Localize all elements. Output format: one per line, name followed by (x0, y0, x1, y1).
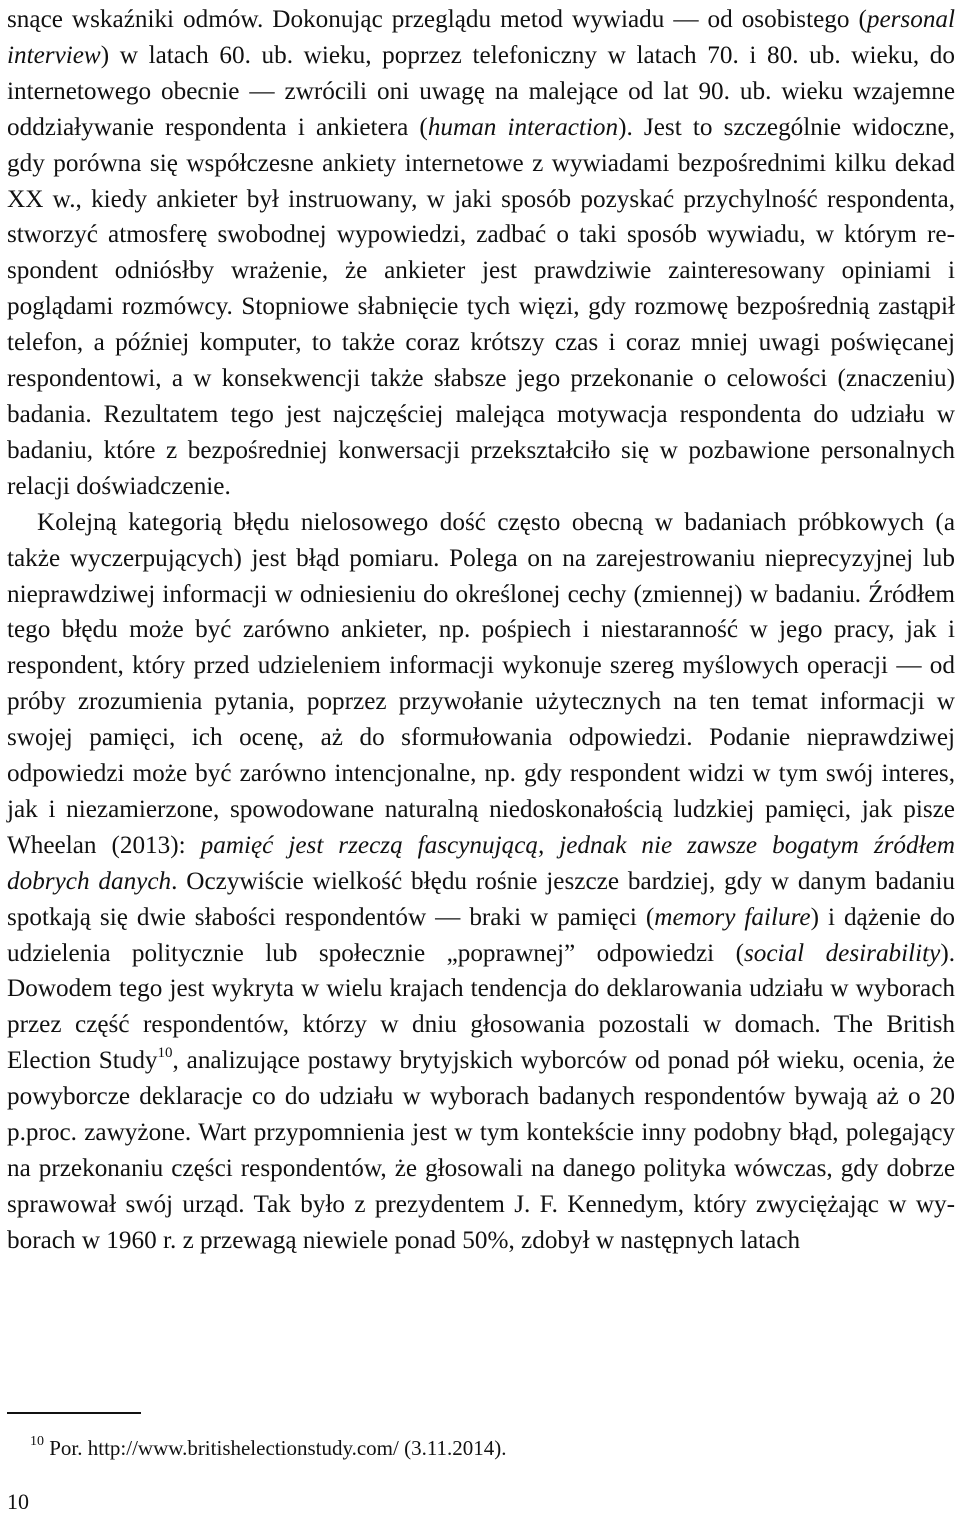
text-run: ) w latach 60. ub. wieku, poprzez telefoniczny w latach 70. i 80. ub. wieku, do internetowego obecnie — zwrócili oni uwagę na malejące od lat 90. ub. wieku wzajemne oddziaływanie respondenta i ankietera ( (7, 41, 955, 141)
text-run: , analizujące postawy brytyjskich wyborców od ponad pół wieku, ocenia, że powyborcze deklaracje co do udziału w wyborach badanych respondentów bywają aż o 20 p.proc. zawyżone. Wart przypomnienia jest w tym kontekście inny podobny błąd, polegający na przekonaniu części respondentów, że głosowali na danego polityka wówczas, gdy dobrze sprawował swój urząd. Tak było z prezydentem J. F. Kennedym, który zwyciężając w wyborach w 1960 r. z przewagą niewiele ponad 50%, zdobył w następnych latach (7, 1047, 955, 1254)
text-run: ) i dążenie do udzielenia politycznie lub społecznie „poprawnej” odpowiedzi ( (7, 903, 956, 967)
footnote-text: Por. http://www.britishelectionstudy.com/ (3.11.2014). (49, 1436, 507, 1460)
text-run: ). Jest to szczególnie widoczne, gdy porówna się współczesne ankiety internetowe z wywiadami bezpośrednimi kilku dekad XX w., kiedy ankieter był instruowany, w jaki sposób pozyskać przychylność respondenta, stworzyć atmosferę swobodnej wypowiedzi, zadbać o taki sposób wywiadu, w którym respondent odniósłby wrażenie, że ankieter jest prawdziwie zainteresowany opiniami i poglądami rozmówcy. Stopniowe słabnięcie tych więzi, gdy rozmowę bezpośrednią zastąpił telefon, a później komputer, to także coraz krótszy czas i coraz mniej uwagi poświęcanej respondentowi, a w konsekwencji także słabsze jego przekonanie o celowości (znaczeniu) badania. Rezultatem tego jest najczęściej malejąca motywacja respondenta do udziału w badaniu, które z bezpośredniej konwersacji przekształciło się w pozbawione personalnych relacji doświadczenie. (7, 113, 955, 500)
italic-phrase: human interaction (427, 113, 619, 141)
italic-phrase: personal interview (7, 6, 955, 69)
page-number: 10 (7, 1489, 29, 1514)
paragraph-2 (7, 505, 955, 1259)
text-run: ). Dowodem tego jest wykryta w wielu krajach tendencja do deklarowania udziału w wyborach przez część respondentów, którzy w dniu głosowania pozostali w domach. The British Election Study (7, 939, 955, 1075)
text-run: Kolejną kategorią błędu nielosowego dość często obecną w badaniach próbkowych (a także wyczerpujących) jest błąd pomiaru. Polega on na zarejestrowaniu nieprecyzyjnej lub nieprawdziwej informacji w odniesieniu do określonej cechy (zmiennej) w badaniu. Źródłem tego błędu może być zarówno ankieter, np. pośpiech i niestaranność w jego pracy, jak i respondent, który przed udzieleniem informacji wykonuje szereg myślowych operacji — od próby zrozumienia pytania, poprzez przywołanie użytecznych na ten temat informacji w swojej pamięci, ich ocenę, aż do sformułowania odpowiedzi. Podanie nieprawdziwej odpowiedzi może być zarówno intencjonalne, np. gdy respondent widzi w tym swój interes, jak i niezamierzone, spowodowane naturalną niedoskonałością ludzkiej pamięci, jak pisze Wheelan (2013): (7, 508, 955, 859)
text-run: snące wskaźniki odmów. Dokonując przeglądu metod wywiadu — od osobistego ( (7, 6, 867, 33)
italic-phrase: memory failure (654, 903, 811, 931)
footnote-10 (30, 1433, 507, 1463)
page-body (7, 0, 955, 1259)
footnote-separator (7, 1412, 141, 1414)
text-run: . Oczywiście wielkość błędu rośnie jeszcze bardziej, gdy w danym badaniu spotkają się dwie słabości respondentów — braki w pamięci ( (7, 867, 955, 931)
paragraph-1 (7, 2, 955, 505)
italic-phrase: pamięć jest rzeczą fascynującą, jednak nie zawsze bogatym źródłem dobrych danych (7, 831, 955, 895)
footnote-marker: 10 (30, 1434, 44, 1449)
italic-phrase: social desirability (743, 939, 941, 967)
footnote-reference: 10 (157, 1044, 173, 1061)
